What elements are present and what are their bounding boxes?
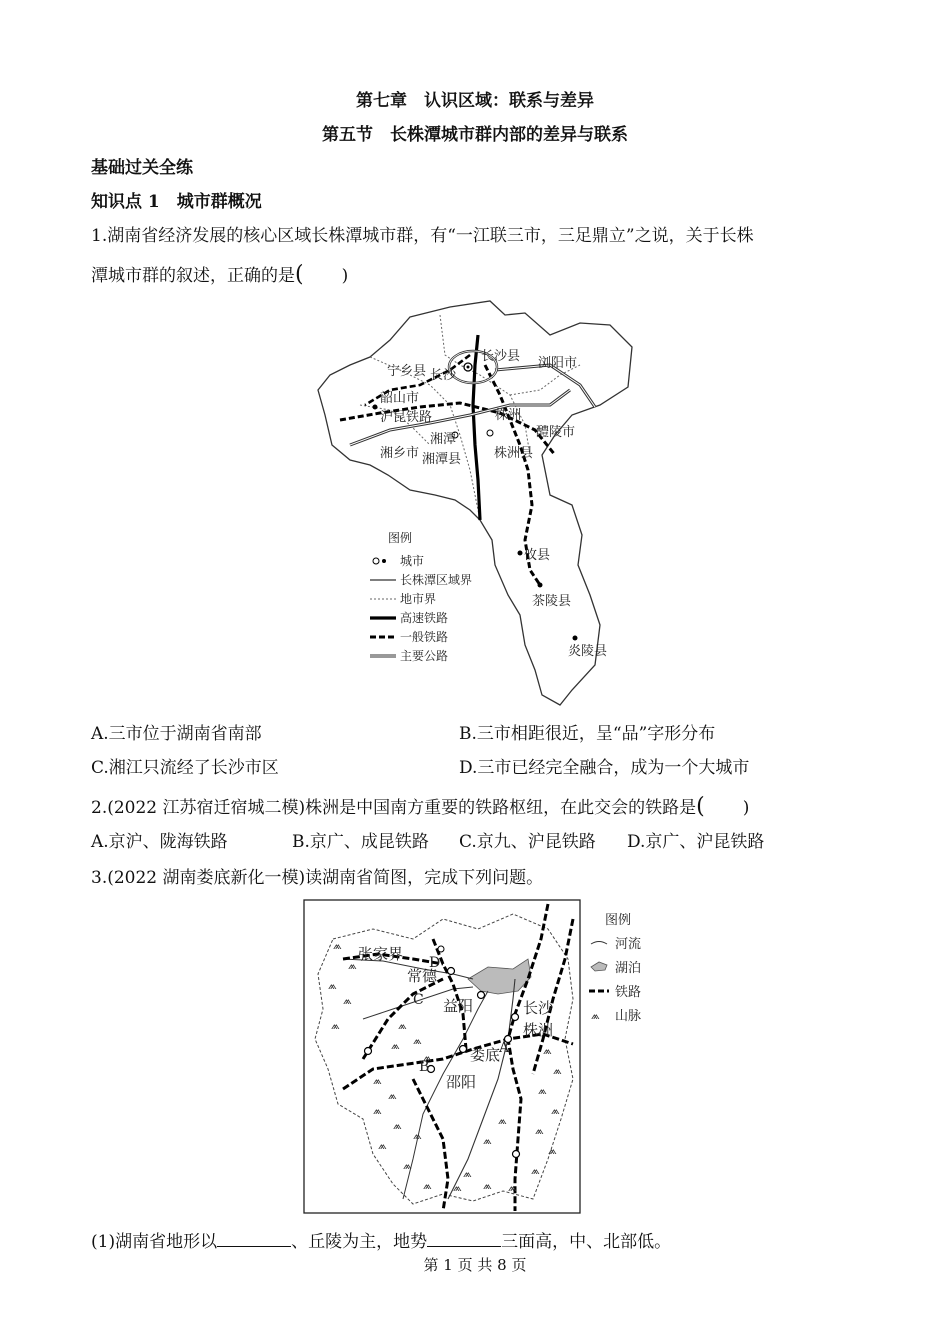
- mountain-symbol: ⩕: [373, 1074, 382, 1087]
- mountain-symbol: ⩕: [538, 1084, 547, 1097]
- label-chaling: 茶陵县: [532, 594, 572, 609]
- label-changsha: 长沙: [430, 368, 457, 383]
- mountain-symbol: ⩕: [413, 1129, 422, 1142]
- legend-city: 城市: [400, 554, 425, 568]
- q2-option-c[interactable]: C.京九、沪昆铁路: [459, 832, 596, 852]
- mountain-symbol: ⩕: [553, 1064, 562, 1077]
- mountain-symbol: ⩕: [373, 1104, 382, 1117]
- legend-mountain-symbol: ⩕: [591, 1009, 600, 1022]
- label-yiyang: 益阳: [443, 997, 474, 1015]
- label-zhuzhou: 株洲: [523, 1021, 554, 1039]
- label-zhuzhou-county: 株洲县: [494, 446, 534, 461]
- town-marker-yanling: [573, 636, 578, 641]
- page-footer: 第 1 页 共 8 页: [423, 1256, 527, 1274]
- q2-option-b[interactable]: B.京广、成昆铁路: [292, 832, 429, 852]
- label-zhuzhou: 株洲: [495, 408, 522, 423]
- city-marker-zhuzhou: [487, 430, 493, 436]
- mountain-symbol: ⩕: [531, 1164, 540, 1177]
- legend-title: 图例: [605, 913, 632, 928]
- map1-legend: [370, 530, 472, 663]
- q3-sub1: [91, 1232, 671, 1251]
- legend-title: 图例: [388, 531, 413, 545]
- city-marker-loudi: [460, 1046, 467, 1053]
- label-letter-d: D: [429, 955, 441, 971]
- knowledge-point-heading: 知识点 1 城市群概况: [91, 192, 262, 212]
- q1-option-d[interactable]: D.三市已经完全融合，成为一个大城市: [459, 758, 750, 778]
- q2-stem: [91, 796, 749, 818]
- mountain-symbol: ⩕: [508, 1181, 517, 1194]
- mountain-symbol: ⩕: [348, 959, 357, 972]
- city-marker-west: [365, 1048, 372, 1055]
- q3-blank-1[interactable]: [217, 1232, 291, 1247]
- q1-paren-close: ): [341, 266, 349, 286]
- town-marker-youxian: [518, 551, 523, 556]
- city-marker-yiyang: [478, 992, 485, 999]
- mountain-symbol: ⩕: [328, 979, 337, 992]
- q3-sub1-part3: 三面高，中、北部低。: [501, 1232, 672, 1252]
- label-yanling: 炎陵县: [568, 644, 608, 659]
- mountain-symbol: ⩕: [343, 994, 352, 1007]
- label-xiangtan-county: 湘潭县: [422, 452, 462, 467]
- mountain-symbol: ⩕: [333, 939, 342, 952]
- legend-general-rail: 一般铁路: [400, 630, 449, 644]
- q1-option-c[interactable]: C.湘江只流经了长沙市区: [91, 758, 279, 778]
- mountain-symbol: ⩕: [543, 1044, 552, 1057]
- q1-stem-line2: [91, 264, 348, 286]
- hunan-map: [303, 899, 659, 1215]
- mountain-symbol: ⩕: [498, 1114, 507, 1127]
- town-marker-chaling: [538, 583, 543, 588]
- city-marker-dot: [467, 366, 470, 369]
- legend-region-boundary: 长株潭区域界: [400, 573, 473, 587]
- label-changsha-county: 长沙县: [481, 349, 521, 364]
- label-shaoshan: 韶山市: [380, 391, 420, 406]
- mountain-symbol: ⩕: [391, 1039, 400, 1052]
- label-letter-b: B: [419, 1059, 430, 1075]
- legend-main-road: 主要公路: [400, 649, 449, 663]
- label-xiangtan: 湘潭: [430, 432, 457, 447]
- q3-sub1-part1: (1)湖南省地形以: [91, 1232, 218, 1252]
- mountain-symbol: ⩕: [483, 1179, 492, 1192]
- label-changsha: 长沙: [523, 999, 554, 1017]
- q2-option-d[interactable]: D.京广、沪昆铁路: [627, 832, 765, 852]
- q1-option-b[interactable]: B.三市相距很近，呈“品”字形分布: [459, 724, 716, 744]
- mountain-symbol: ⩕: [331, 1019, 340, 1032]
- mountain-symbol: ⩕: [483, 1134, 492, 1147]
- label-youxian: 攸县: [524, 548, 551, 563]
- q2-option-a[interactable]: A.京沪、陇海铁路: [91, 832, 228, 852]
- chapter-title: 第七章 认识区域：联系与差异: [356, 91, 594, 111]
- label-liling: 醴陵市: [536, 425, 576, 440]
- changzhutan-map: [310, 295, 640, 713]
- mountain-symbol: ⩕: [423, 1051, 432, 1064]
- mountain-symbol: ⩕: [463, 1167, 472, 1180]
- city-marker-north: [438, 946, 444, 952]
- city-marker-changsha: [512, 1014, 519, 1021]
- legend-city-symbol: [373, 558, 379, 564]
- legend-lake-symbol: [591, 962, 607, 971]
- q1-stem-text: 潭城市群的叙述，正确的是: [91, 266, 295, 286]
- mountain-symbol: ⩕: [551, 1104, 560, 1117]
- mountain-symbol: ⩕: [398, 1019, 407, 1032]
- mountain-symbol: ⩕: [393, 1119, 402, 1132]
- label-hukun-railway: 沪昆铁路: [380, 410, 433, 425]
- map2-legend: [589, 913, 641, 1024]
- mountain-symbol: ⩕: [535, 1124, 544, 1137]
- town-marker-shaoshan: [373, 405, 378, 410]
- label-shaoyang: 邵阳: [446, 1073, 477, 1091]
- legend-lake: 湖泊: [615, 961, 642, 976]
- legend-railway: 铁路: [615, 985, 642, 1000]
- practice-heading: 基础过关全练: [91, 158, 193, 178]
- section-title: 第五节 长株潭城市群内部的差异与联系: [322, 125, 628, 145]
- label-changde: 常德: [407, 967, 438, 985]
- city-marker-south: [513, 1151, 520, 1158]
- q3-sub1-part2: 、丘陵为主，地势: [291, 1232, 428, 1252]
- mountain-symbol: ⩕: [453, 1181, 462, 1194]
- legend-city-symbol-dot: [382, 559, 386, 563]
- label-ningxiang: 宁乡县: [387, 364, 427, 379]
- q2-paren-open: (: [696, 794, 705, 819]
- q1-option-a[interactable]: A.三市位于湖南省南部: [91, 724, 262, 744]
- legend-city-boundary: 地市界: [400, 592, 437, 606]
- mountain-symbol: ⩕: [548, 1144, 557, 1157]
- mountain-symbol: ⩕: [423, 1179, 432, 1192]
- mountain-symbol: ⩕: [388, 1089, 397, 1102]
- mountain-symbol: ⩕: [378, 1139, 387, 1152]
- city-marker-changde: [448, 968, 455, 975]
- legend-river: 河流: [615, 937, 642, 952]
- legend-river-symbol: [591, 942, 607, 945]
- q2-paren-close: ): [742, 798, 750, 818]
- q1-stem-line1: 1.湖南省经济发展的核心区域长株潭城市群，有“一江联三市，三足鼎立”之说，关于长株: [91, 226, 754, 246]
- q2-stem-text: 2.(2022 江苏宿迁宿城二模)株洲是中国南方重要的铁路枢纽，在此交会的铁路是: [91, 798, 697, 818]
- q3-stem: 3.(2022 湖南娄底新化一模)读湖南省简图，完成下列问题。: [91, 868, 544, 888]
- legend-mountain: 山脉: [615, 1009, 642, 1024]
- legend-high-speed-rail: 高速铁路: [400, 611, 449, 625]
- label-letter-a: A: [499, 1040, 510, 1056]
- mountain-symbol: ⩕: [403, 1159, 412, 1172]
- q1-paren-open: (: [295, 262, 304, 287]
- label-zhangjiajie: 张家界: [358, 945, 404, 963]
- q3-blank-2[interactable]: [427, 1232, 501, 1247]
- label-loudi: 娄底: [470, 1046, 501, 1064]
- mountain-symbol: ⩕: [413, 1034, 422, 1047]
- label-xiangxiang: 湘乡市: [380, 446, 420, 461]
- label-letter-c: C: [413, 992, 424, 1008]
- label-liuyang: 浏阳市: [538, 356, 578, 371]
